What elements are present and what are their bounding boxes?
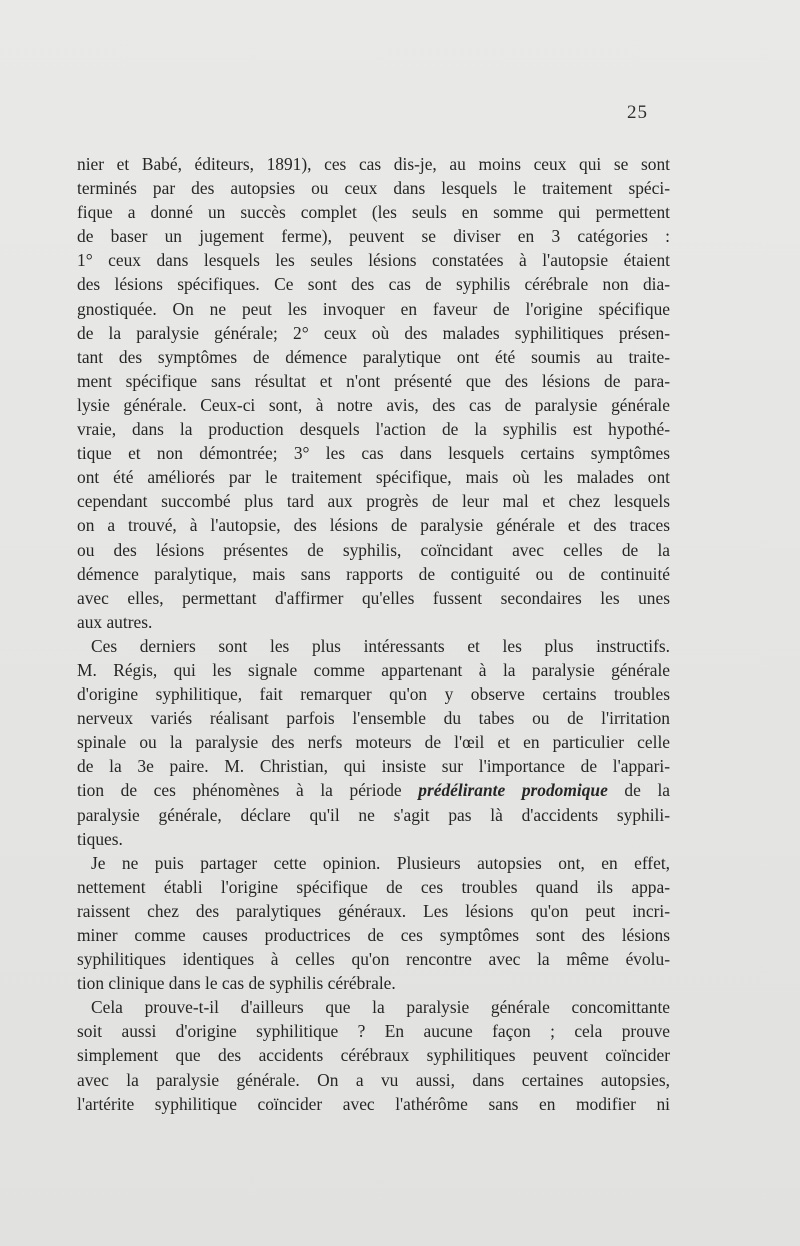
text-line: simplement que des accidents cérébraux syphilitiques peuvent coïncider [77, 1045, 670, 1066]
text-line: de la paralysie générale; 2° ceux où des malades syphilitiques présen- [77, 322, 670, 343]
text-line: des lésions spécifiques. Ce sont des cas de syphilis cérébrale non dia- [77, 274, 670, 295]
text-line: tion clinique dans le cas de syphilis cérébrale. [77, 973, 396, 994]
text-line: ont été améliorés par le traitement spécifique, mais où les malades ont [77, 467, 670, 488]
text-line: terminés par des autopsies ou ceux dans lesquels le traitement spéci- [77, 178, 670, 199]
text-line: tant des symptômes de démence paralytique ont été soumis au traite- [77, 346, 670, 367]
text-line: syphilitiques identiques à celles qu'on rencontre avec la même évolu- [77, 949, 670, 970]
text-line: avec elles, permettant d'affirmer qu'elles fussent secondaires les unes [77, 587, 670, 608]
paragraph-p3 [77, 851, 670, 996]
text-line: d'origine syphilitique, fait remarquer qu'on y observe certains troubles [77, 684, 670, 705]
text-line: nier et Babé, éditeurs, 1891), ces cas dis-je, au moins ceux qui se sont [77, 154, 670, 174]
text-line: l'artérite syphilitique coïncider avec l'athérôme sans en modifier ni [77, 1093, 670, 1114]
text-line: raissent chez des paralytiques généraux. Les lésions qu'on peut incri- [77, 900, 670, 921]
text-line: Cela prouve-t-il d'ailleurs que la paralysie générale concomittante [91, 997, 670, 1018]
text-line: tique et non démontrée; 3° les cas dans lesquels certains symptômes [77, 443, 670, 464]
text-line: 1° ceux dans lesquels les seules lésions constatées à l'autopsie étaient [77, 250, 670, 271]
text-line: tion de ces phénomènes à la période prédélirante prodomique de la [77, 780, 670, 801]
text-line: de baser un jugement ferme), peuvent se diviser en 3 catégories : [77, 226, 670, 247]
text-line: ment spécifique sans résultat et n'ont présenté que des lésions de para- [77, 370, 670, 391]
text-line: avec la paralysie générale. On a vu aussi, dans certaines autopsies, [77, 1069, 670, 1090]
text-line: cependant succombé plus tard aux progrès de leur mal et chez lesquels [77, 491, 670, 512]
text-line: paralysie générale, déclare qu'il ne s'agit pas là d'accidents syphili- [77, 804, 670, 825]
text-line: tiques. [77, 828, 123, 849]
text-line: nettement établi l'origine spécifique de ces troubles quand ils appa- [77, 876, 670, 897]
page-number: 25 [627, 102, 648, 123]
text-line: on a trouvé, à l'autopsie, des lésions de paralysie générale et des traces [77, 515, 670, 536]
italic-term: prédélirante prodomique [418, 780, 608, 801]
body-text [77, 152, 670, 1116]
paragraph-p1 [77, 152, 670, 634]
text-line: ou des lésions présentes de syphilis, coïncidant avec celles de la [77, 539, 670, 560]
text-line: lysie générale. Ceux-ci sont, à notre avis, des cas de paralysie générale [77, 394, 670, 415]
paragraph-p2 [77, 634, 670, 851]
text-line: Ces derniers sont les plus intéressants et les plus instructifs. [91, 635, 670, 656]
text-line: miner comme causes productrices de ces symptômes sont des lésions [77, 925, 670, 945]
text-line: de la 3e paire. M. Christian, qui insiste sur l'importance de l'appari- [77, 756, 670, 777]
text-line: Je ne puis partager cette opinion. Plusieurs autopsies ont, en effet, [91, 852, 670, 873]
text-line: démence paralytique, mais sans rapports de contiguité ou de continuité [77, 563, 670, 584]
text-line: aux autres. [77, 611, 153, 632]
text-line: vraie, dans la production desquels l'action de la syphilis est hypothé- [77, 419, 670, 440]
text-line: M. Régis, qui les signale comme appartenant à la paralysie générale [77, 659, 670, 680]
text-line: spinale ou la paralysie des nerfs moteurs de l'œil et en particulier celle [77, 732, 670, 753]
text-line: soit aussi d'origine syphilitique ? En aucune façon ; cela prouve [77, 1021, 670, 1042]
paragraph-p4 [77, 995, 670, 1115]
text-line: nerveux variés réalisant parfois l'ensemble du tabes ou de l'irritation [77, 708, 670, 729]
text-line: fique a donné un succès complet (les seuls en somme qui permettent [77, 202, 670, 223]
text-line: gnostiquée. On ne peut les invoquer en faveur de l'origine spécifique [77, 298, 670, 319]
